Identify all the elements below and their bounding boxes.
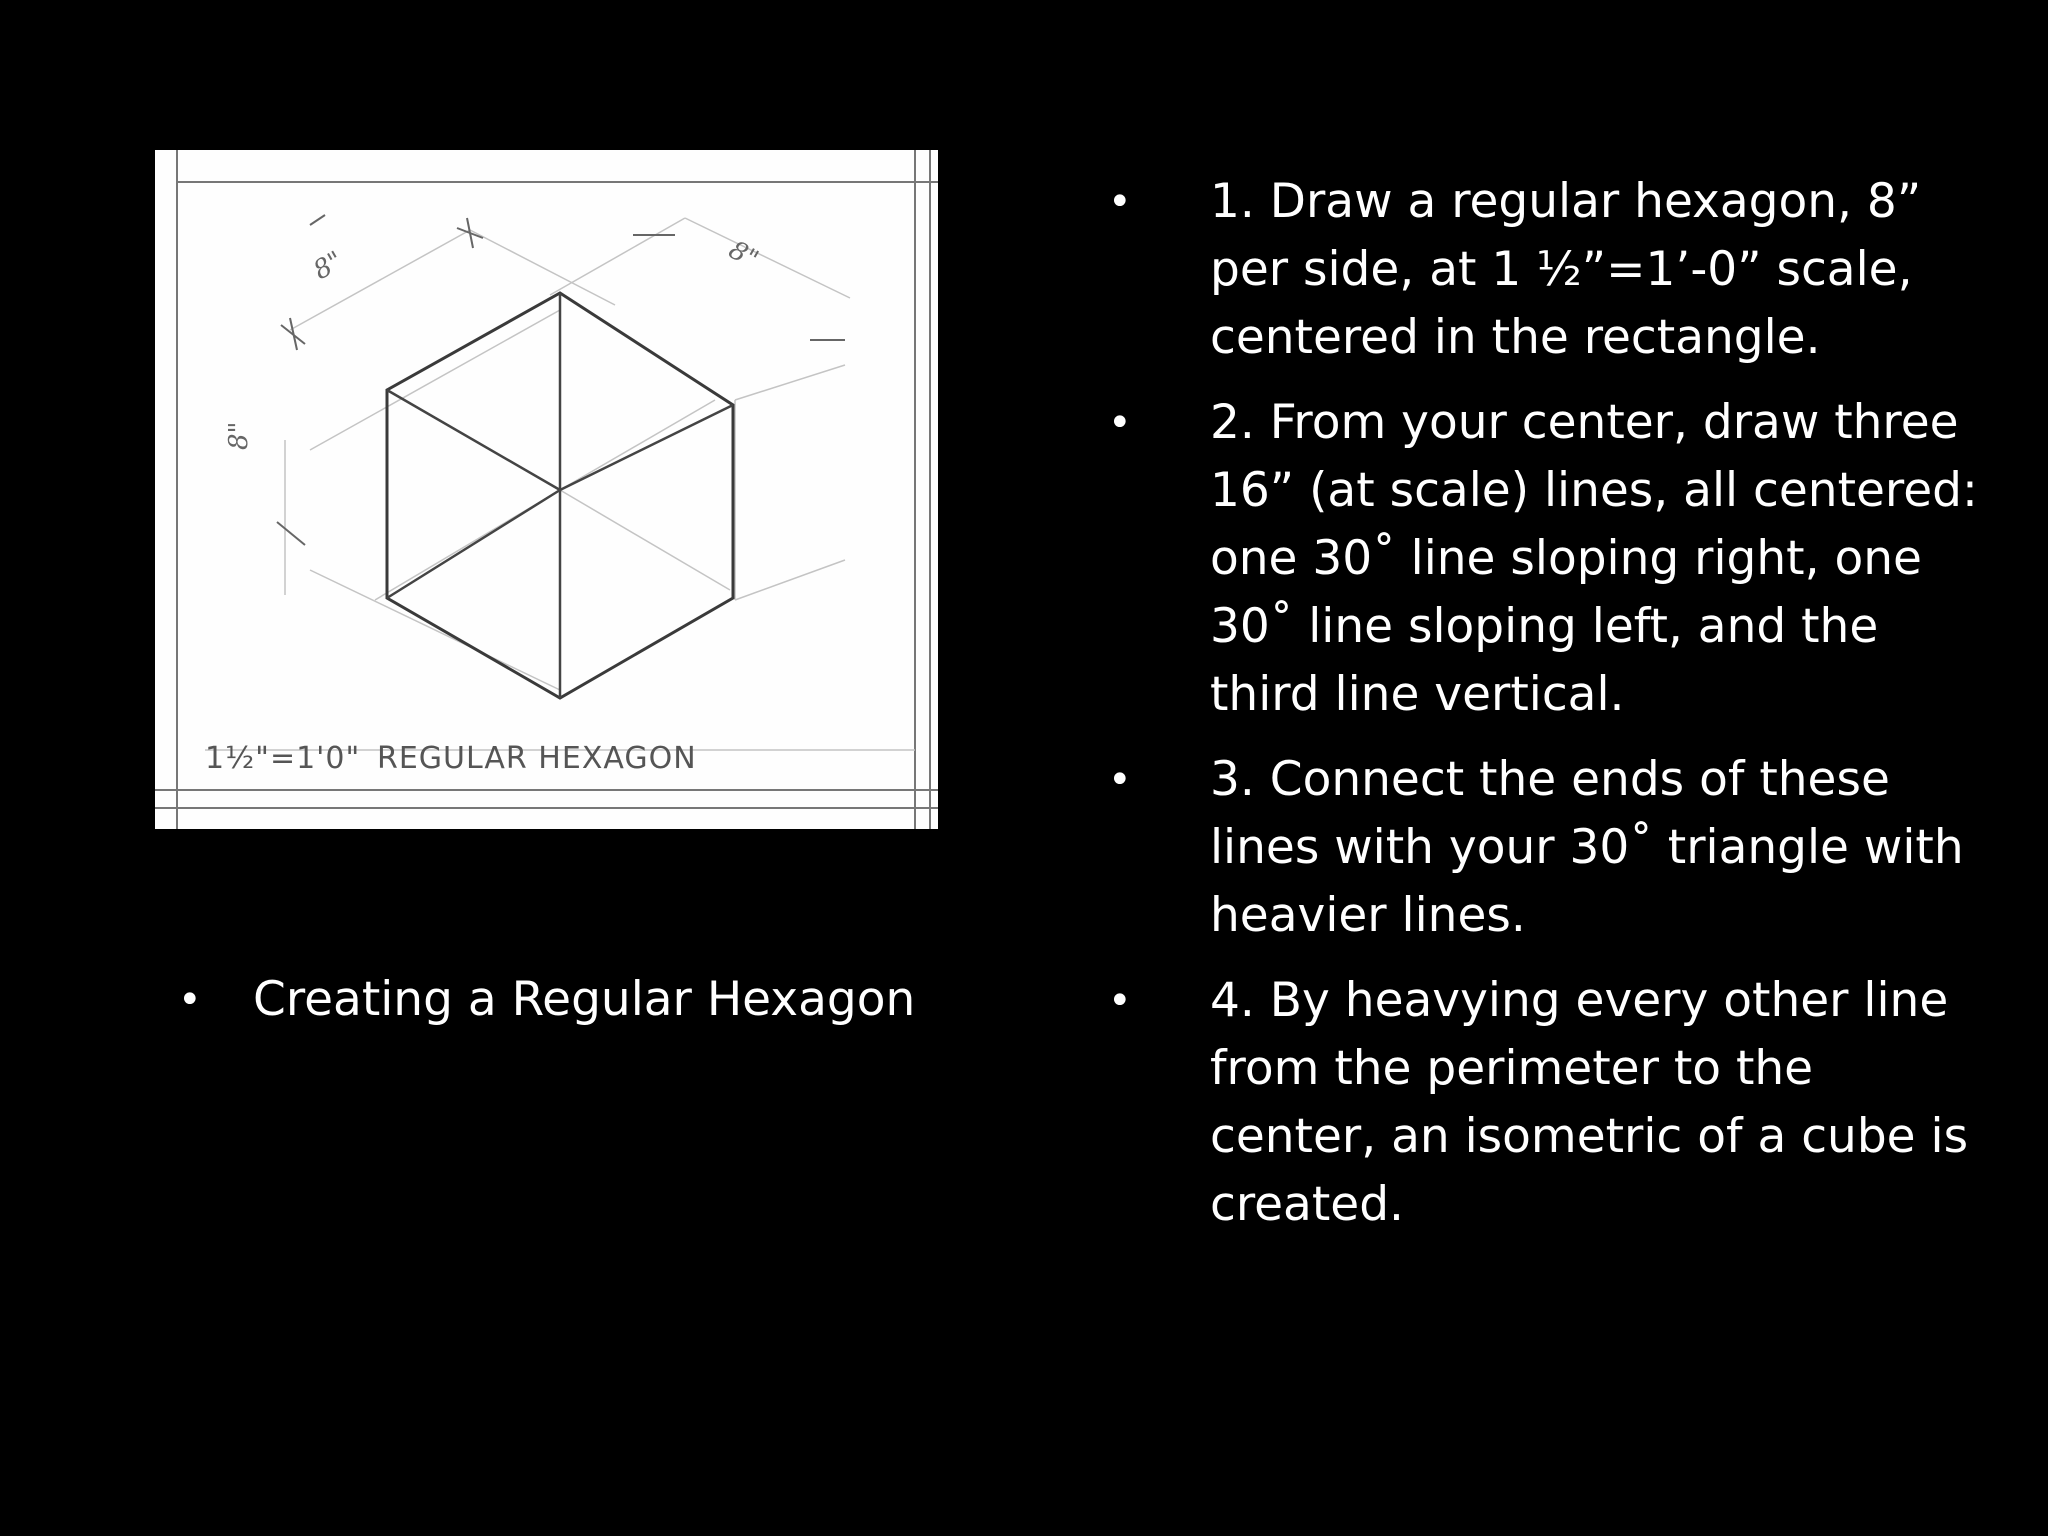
hexagon-sketch-drawing bbox=[155, 150, 938, 829]
bullet-icon: • bbox=[1108, 179, 1132, 225]
bullet-icon: • bbox=[178, 977, 202, 1023]
caption-list bbox=[178, 966, 938, 1034]
sketch-scale-note: 1½"=1'0" bbox=[205, 741, 361, 776]
bullet-icon: • bbox=[1108, 757, 1132, 803]
step-4-text: 4. By heavying every other line from the perimeter to the center, an isometric of a cube is created. bbox=[1210, 973, 1969, 1232]
caption-text: Creating a Regular Hexagon bbox=[253, 972, 916, 1027]
step-2-text: 2. From your center, draw three 16” (at scale) lines, all centered: one 30˚ line sloping right, one 30˚ line sloping left, and the third line vertical. bbox=[1210, 395, 1978, 722]
bullet-icon: • bbox=[1108, 978, 1132, 1024]
sketch-frame bbox=[155, 150, 938, 829]
sketch-title: REGULAR HEXAGON bbox=[377, 741, 697, 776]
dimension-label-left: 8" bbox=[224, 421, 254, 450]
hexagon-sketch-image bbox=[155, 150, 938, 829]
dimension-label-top-left: 8" bbox=[308, 245, 349, 287]
step-1-text: 1. Draw a regular hexagon, 8” per side, at 1 ½”=1’-0” scale, centered in the rectangle. bbox=[1210, 174, 1922, 365]
list-item bbox=[1108, 168, 2008, 372]
steps-list bbox=[1108, 168, 2008, 1256]
step-3-text: 3. Connect the ends of these lines with your 30˚ triangle with heavier lines. bbox=[1210, 752, 1964, 943]
list-item bbox=[178, 966, 938, 1034]
cube-edges bbox=[387, 293, 733, 698]
bullet-icon: • bbox=[1108, 400, 1132, 446]
list-item bbox=[1108, 967, 2008, 1239]
list-item bbox=[1108, 746, 2008, 950]
list-item bbox=[1108, 389, 2008, 729]
dimension-label-top-right: 8" bbox=[723, 235, 764, 276]
